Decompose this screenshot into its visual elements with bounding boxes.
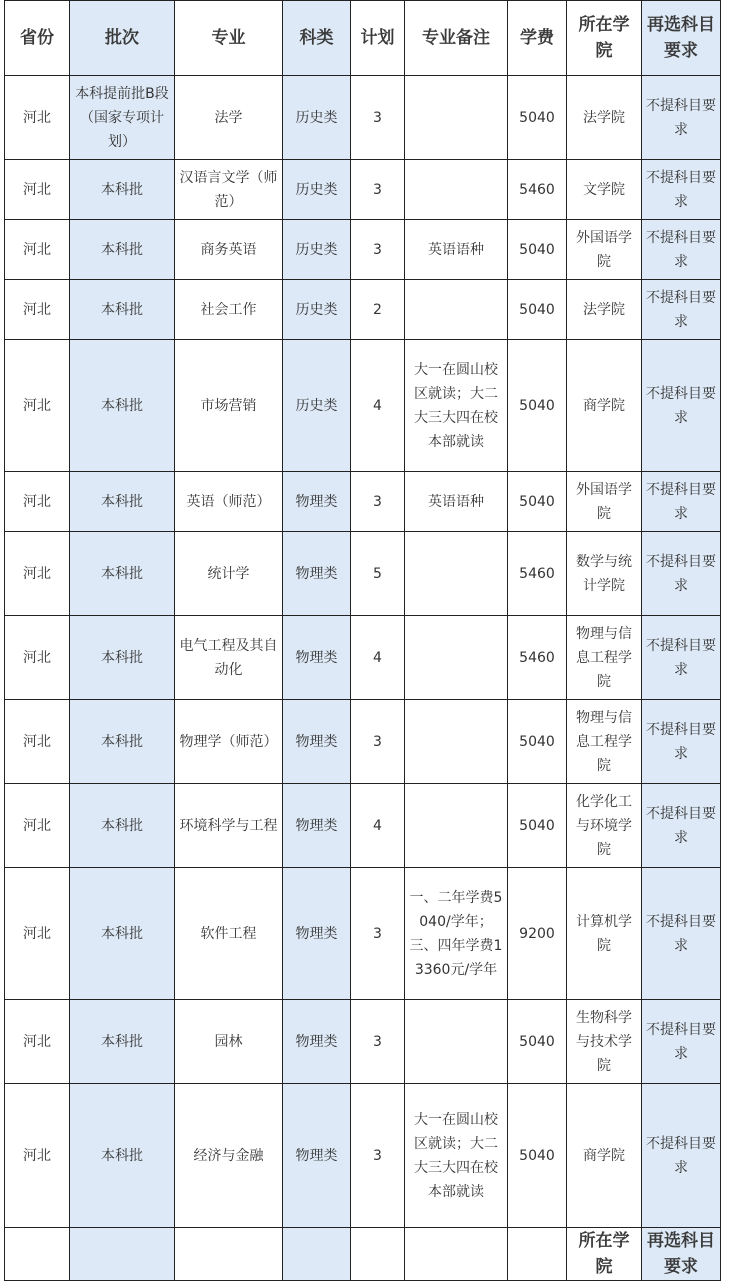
cell-province: 河北 (5, 616, 70, 700)
cell-college: 物理与信息工程学院 (567, 616, 642, 700)
cell-province: 河北 (5, 868, 70, 1000)
cell-category: 历史类 (283, 160, 351, 220)
table-row (5, 616, 721, 700)
partial-header-major (175, 1228, 283, 1281)
partial-header-batch (70, 1228, 175, 1281)
cell-major: 园林 (175, 1000, 283, 1084)
partial-header-fee (508, 1228, 567, 1281)
cell-requirement: 不提科目要求 (642, 280, 721, 340)
cell-college: 商学院 (567, 1084, 642, 1228)
header-batch: 批次 (70, 1, 175, 76)
cell-batch: 本科批 (70, 700, 175, 784)
cell-note: 大一在圆山校区就读；大二大三大四在校本部就读 (405, 340, 508, 472)
cell-college: 化学化工与环境学院 (567, 784, 642, 868)
cell-requirement: 不提科目要求 (642, 616, 721, 700)
partial-header-college: 所在学院 (567, 1228, 642, 1281)
cell-major: 电气工程及其自动化 (175, 616, 283, 700)
cell-batch: 本科批 (70, 1000, 175, 1084)
cell-category: 物理类 (283, 784, 351, 868)
cell-batch: 本科批 (70, 868, 175, 1000)
cell-plan: 4 (351, 784, 405, 868)
cell-major: 统计学 (175, 532, 283, 616)
table-row (5, 280, 721, 340)
cell-plan: 3 (351, 1000, 405, 1084)
cell-batch: 本科批 (70, 532, 175, 616)
cell-batch: 本科批 (70, 160, 175, 220)
table-row (5, 160, 721, 220)
cell-province: 河北 (5, 532, 70, 616)
cell-plan: 3 (351, 700, 405, 784)
cell-fee: 5040 (508, 1084, 567, 1228)
header-note: 专业备注 (405, 1, 508, 76)
cell-category: 历史类 (283, 340, 351, 472)
cell-province: 河北 (5, 76, 70, 160)
cell-fee: 9200 (508, 868, 567, 1000)
cell-college: 计算机学院 (567, 868, 642, 1000)
cell-college: 商学院 (567, 340, 642, 472)
cell-province: 河北 (5, 160, 70, 220)
cell-requirement: 不提科目要求 (642, 76, 721, 160)
cell-fee: 5040 (508, 76, 567, 160)
cell-province: 河北 (5, 220, 70, 280)
cell-note (405, 76, 508, 160)
header-college: 所在学院 (567, 1, 642, 76)
cell-batch: 本科批 (70, 340, 175, 472)
cell-fee: 5040 (508, 220, 567, 280)
cell-note (405, 1000, 508, 1084)
cell-category: 历史类 (283, 220, 351, 280)
cell-category: 物理类 (283, 616, 351, 700)
table-row (5, 340, 721, 472)
table-row (5, 700, 721, 784)
header-row (5, 1, 721, 76)
cell-plan: 2 (351, 280, 405, 340)
partial-header-requirement: 再选科目要求 (642, 1228, 721, 1281)
cell-category: 物理类 (283, 868, 351, 1000)
cell-major: 汉语言文学（师范） (175, 160, 283, 220)
cell-fee: 5040 (508, 784, 567, 868)
cell-requirement: 不提科目要求 (642, 868, 721, 1000)
partial-header-note (405, 1228, 508, 1281)
cell-note (405, 160, 508, 220)
partial-header-province (5, 1228, 70, 1281)
header-fee: 学费 (508, 1, 567, 76)
cell-province: 河北 (5, 1000, 70, 1084)
cell-category: 物理类 (283, 532, 351, 616)
cell-major: 物理学（师范） (175, 700, 283, 784)
partial-header-row (5, 1228, 721, 1281)
cell-note (405, 784, 508, 868)
cell-category: 物理类 (283, 1084, 351, 1228)
cell-note (405, 616, 508, 700)
cell-category: 历史类 (283, 280, 351, 340)
cell-college: 外国语学院 (567, 220, 642, 280)
cell-plan: 3 (351, 472, 405, 532)
cell-plan: 3 (351, 76, 405, 160)
cell-province: 河北 (5, 340, 70, 472)
cell-batch: 本科批 (70, 280, 175, 340)
admission-plan-table (4, 0, 721, 1281)
cell-fee: 5040 (508, 1000, 567, 1084)
header-major: 专业 (175, 1, 283, 76)
cell-province: 河北 (5, 700, 70, 784)
cell-college: 文学院 (567, 160, 642, 220)
cell-note: 一、二年学费5040/学年；三、四年学费13360元/学年 (405, 868, 508, 1000)
cell-province: 河北 (5, 472, 70, 532)
cell-requirement: 不提科目要求 (642, 532, 721, 616)
cell-college: 数学与统计学院 (567, 532, 642, 616)
cell-requirement: 不提科目要求 (642, 160, 721, 220)
cell-batch: 本科批 (70, 784, 175, 868)
cell-batch: 本科提前批B段（国家专项计划） (70, 76, 175, 160)
cell-college: 外国语学院 (567, 472, 642, 532)
cell-college: 法学院 (567, 76, 642, 160)
cell-fee: 5040 (508, 280, 567, 340)
cell-college: 法学院 (567, 280, 642, 340)
cell-fee: 5460 (508, 532, 567, 616)
cell-fee: 5460 (508, 616, 567, 700)
table-row (5, 868, 721, 1000)
table-row (5, 1000, 721, 1084)
cell-category: 物理类 (283, 1000, 351, 1084)
partial-header-plan (351, 1228, 405, 1281)
table-row (5, 1084, 721, 1228)
cell-note (405, 700, 508, 784)
cell-category: 历史类 (283, 76, 351, 160)
cell-province: 河北 (5, 280, 70, 340)
cell-category: 物理类 (283, 472, 351, 532)
cell-batch: 本科批 (70, 220, 175, 280)
cell-major: 软件工程 (175, 868, 283, 1000)
cell-plan: 3 (351, 1084, 405, 1228)
cell-requirement: 不提科目要求 (642, 700, 721, 784)
cell-category: 物理类 (283, 700, 351, 784)
cell-plan: 3 (351, 220, 405, 280)
cell-note (405, 280, 508, 340)
cell-major: 商务英语 (175, 220, 283, 280)
table-row (5, 220, 721, 280)
cell-batch: 本科批 (70, 472, 175, 532)
cell-batch: 本科批 (70, 616, 175, 700)
cell-fee: 5460 (508, 160, 567, 220)
cell-major: 环境科学与工程 (175, 784, 283, 868)
table-row (5, 472, 721, 532)
cell-fee: 5040 (508, 700, 567, 784)
cell-college: 生物科学与技术学院 (567, 1000, 642, 1084)
cell-plan: 4 (351, 616, 405, 700)
cell-fee: 5040 (508, 340, 567, 472)
cell-requirement: 不提科目要求 (642, 472, 721, 532)
table-row (5, 532, 721, 616)
cell-note (405, 532, 508, 616)
header-plan: 计划 (351, 1, 405, 76)
cell-requirement: 不提科目要求 (642, 784, 721, 868)
cell-requirement: 不提科目要求 (642, 220, 721, 280)
cell-plan: 3 (351, 160, 405, 220)
header-requirement: 再选科目要求 (642, 1, 721, 76)
cell-major: 经济与金融 (175, 1084, 283, 1228)
table-body (5, 76, 721, 1281)
table-row (5, 76, 721, 160)
header-category: 科类 (283, 1, 351, 76)
cell-requirement: 不提科目要求 (642, 1000, 721, 1084)
cell-province: 河北 (5, 784, 70, 868)
partial-header-category (283, 1228, 351, 1281)
cell-fee: 5040 (508, 472, 567, 532)
cell-plan: 5 (351, 532, 405, 616)
cell-major: 英语（师范） (175, 472, 283, 532)
cell-note: 大一在圆山校区就读；大二大三大四在校本部就读 (405, 1084, 508, 1228)
header-province: 省份 (5, 1, 70, 76)
cell-requirement: 不提科目要求 (642, 340, 721, 472)
cell-major: 法学 (175, 76, 283, 160)
cell-plan: 3 (351, 868, 405, 1000)
cell-note: 英语语种 (405, 220, 508, 280)
cell-college: 物理与信息工程学院 (567, 700, 642, 784)
cell-province: 河北 (5, 1084, 70, 1228)
table-row (5, 784, 721, 868)
cell-requirement: 不提科目要求 (642, 1084, 721, 1228)
cell-note: 英语语种 (405, 472, 508, 532)
cell-major: 社会工作 (175, 280, 283, 340)
cell-plan: 4 (351, 340, 405, 472)
cell-batch: 本科批 (70, 1084, 175, 1228)
cell-major: 市场营销 (175, 340, 283, 472)
